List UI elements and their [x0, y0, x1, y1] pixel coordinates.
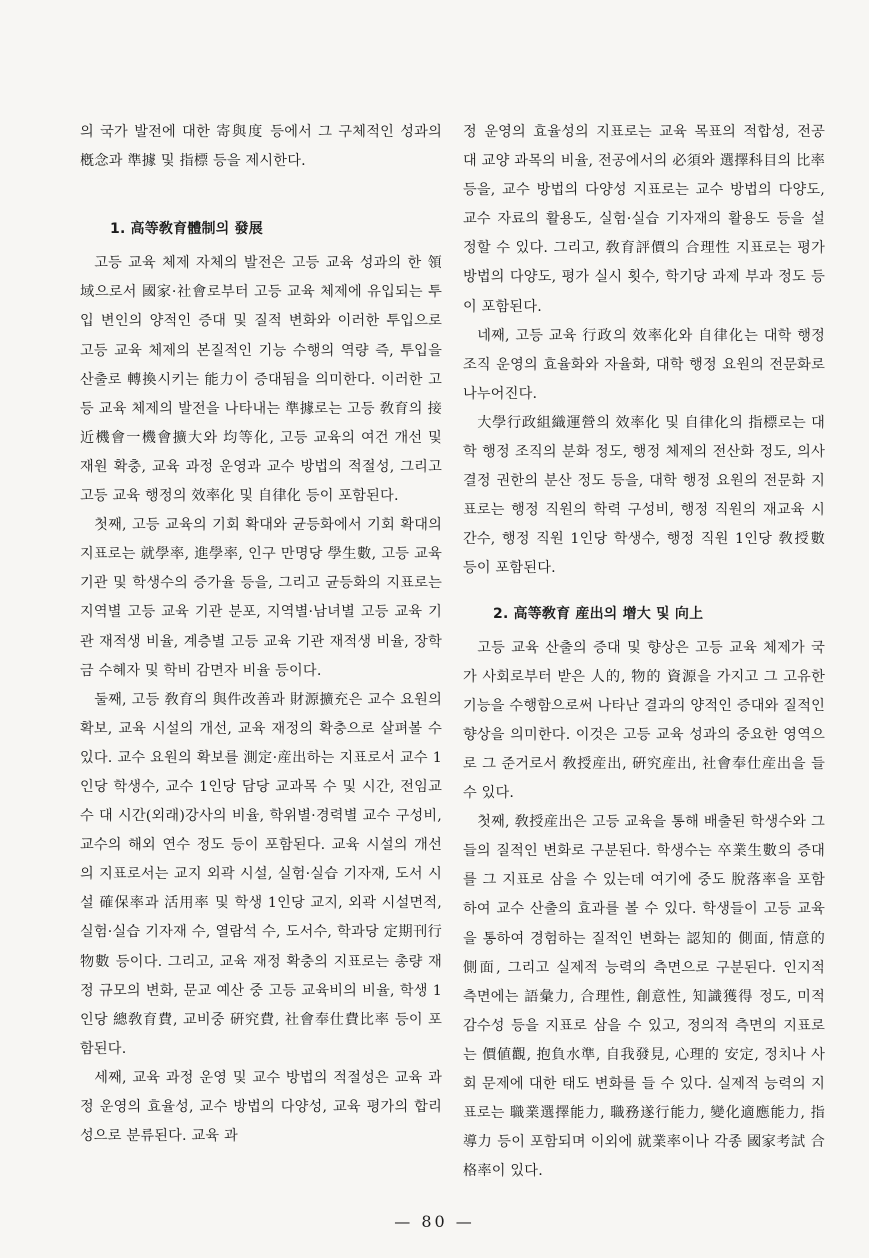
- section-heading-2: 2. 高等敎育 産出의 增大 및 向上: [493, 605, 704, 622]
- section-heading-1: 1. 高等敎育體制의 發展: [110, 221, 263, 238]
- intro-paragraph: 의 국가 발전에 대한 寄與度 등에서 그 구체적인 성과의 槪念과 準據 및 指標 등을 제시한다.: [80, 124, 442, 170]
- page-number: — 80 —: [394, 1212, 475, 1231]
- paragraph-third-curriculum: 세째, 교육 과정 운영 및 교수 방법의 적절성은 교육 과정 운영의 효율성, 교수 방법의 다양성, 교육 평가의 합리성으로 분류된다. 교육 과: [80, 1069, 442, 1145]
- paragraph-curriculum-continued: 정 운영의 효율성의 지표로는 교육 목표의 적합성, 전공 대 교양 과목의 비율, 전공에서의 必須와 選擇科目의 比率 등을, 교수 방법의 다양성 지표로는 교수 방법의 다양도, 교수 자료의 활용도, 실험·실습 기자재의 활용도 등을 설정할 수 있다. 그리고, 敎育評價의 合理性 지표로는 평가 방법의 다양도, 평가 실시 횟수, 학기당 과제 부과 정도 등이 포함된다.: [463, 124, 825, 315]
- paragraph-first-teaching-output: 첫째, 敎授産出은 고등 교육을 통해 배출된 학생수와 그들의 질적인 변화로 구분된다. 학생수는 卒業生數의 증대를 그 지표로 삼을 수 있는데 여기에 중도 脫落率을 포함하여 교수 산출의 효과를 볼 수 있다. 학생들이 고등 교육을 통하여 경험하는 질적인 변화는 認知的 側面, 情意的 側面, 그리고 실제적 능력의 측면으로 구분된다. 인지적 측면에는 語彙力, 合理性, 創意性, 知識獲得 정도, 미적 감수성 등을 지표로 삼을 수 있고, 정의적 측면의 지표로는 價値觀, 抱負水準, 自我發見, 心理的 安定, 정치나 사회 문제에 대한 태도 변화를 들 수 있다. 실제적 능력의 지표로는 職業選擇能力, 職務遂行能力, 變化適應能力, 指導力 등이 포함되며 이외에 就業率이나 각종 國家考試 合格率이 있다.: [463, 814, 825, 1180]
- paragraph-fourth-administration: 네째, 고등 교육 行政의 效率化와 自律化는 대학 행정 조직 운영의 효율화와 자율화, 대학 행정 요원의 전문화로 나누어진다.: [463, 327, 825, 402]
- paragraph-system-development: 고등 교육 체제 자체의 발전은 고등 교육 성과의 한 領域으로서 國家·社會로부터 고등 교육 체제에 유입되는 투입 변인의 양적인 증대 및 질적 변화와 이러한 투입으로 고등 교육 체제의 본질적인 기능 수행의 역량 즉, 투입을 산출로 轉換시키는 能力이 증대됨을 의미한다. 이러한 고등 교육 체제의 발전을 나타내는 準據로는 고등 敎育의 接近機會一機會擴大와 均等化, 고등 교육의 여건 개선 및 재원 확충, 교육 과정 운영과 교수 방법의 적절성, 그리고 고등 교육 행정의 效率化 및 自律化 등이 포함된다.: [80, 255, 442, 505]
- paragraph-first-opportunity: 첫째, 고등 교육의 기회 확대와 균등화에서 기회 확대의 지표로는 就學率, 進學率, 인구 만명당 學生數, 고등 교육 기관 및 학생수의 증가율 등을, 그리고 균등화의 지표로는 지역별 고등 교육 기관 분포, 지역별·남녀별 고등 교육 기관 재적생 비율, 계층별 고등 교육 기관 재적생 비율, 장학금 수혜자 및 학비 감면자 비율 등이다.: [80, 517, 442, 679]
- right-column: [463, 118, 825, 1186]
- paragraph-administration-indicators: 大學行政組織運營의 效率化 및 自律化의 指標로는 대학 행정 조직의 분화 정도, 행정 체제의 전산화 정도, 의사 결정 권한의 분산 정도 등을, 대학 행정 요원의 전문화 지표로는 행정 직원의 학력 구성비, 행정 직원의 재교육 시간수, 행정 직원 1인당 학생수, 행정 직원 1인당 敎授數 등이 포함된다.: [463, 414, 825, 577]
- paragraph-second-conditions: 둘째, 고등 敎育의 與件改善과 財源擴充은 교수 요원의 확보, 교육 시설의 개선, 교육 재정의 확충으로 살펴볼 수 있다. 교수 요원의 확보를 測定·産出하는 지표로서 교수 1인당 학생수, 교수 1인당 담당 교과목 수 및 시간, 전임교수 대 시간(외래)강사의 비율, 학위별·경력별 교수 구성비, 교수의 해외 연수 정도 등이 포함된다. 교육 시설의 개선의 지표로서는 교지 외곽 시설, 실험·실습 기자재, 도서 시설 確保率과 活用率 및 학생 1인당 교지, 외곽 시설면적, 실험·실습 기자재 수, 열람석 수, 도서수, 학과당 定期刊行物數 등이다. 그리고, 교육 재정 확충의 지표로는 총량 재정 규모의 변화, 문교 예산 중 고등 교육비의 비율, 학생 1인당 總敎育費, 교비중 硏究費, 社會奉仕費比率 등이 포함된다.: [80, 691, 442, 1057]
- left-column: [80, 118, 442, 1151]
- paragraph-output-growth: 고등 교육 산출의 증대 및 향상은 고등 교육 체제가 국가 사회로부터 받은 人的, 物的 資源을 가지고 그 고유한 기능을 수행함으로써 나타난 결과의 양적인 증대와 질적인 향상을 의미한다. 이것은 고등 교육 성과의 중요한 영역으로 그 준거로서 敎授産出, 硏究産出, 社會奉仕産出을 들 수 있다.: [463, 639, 825, 802]
